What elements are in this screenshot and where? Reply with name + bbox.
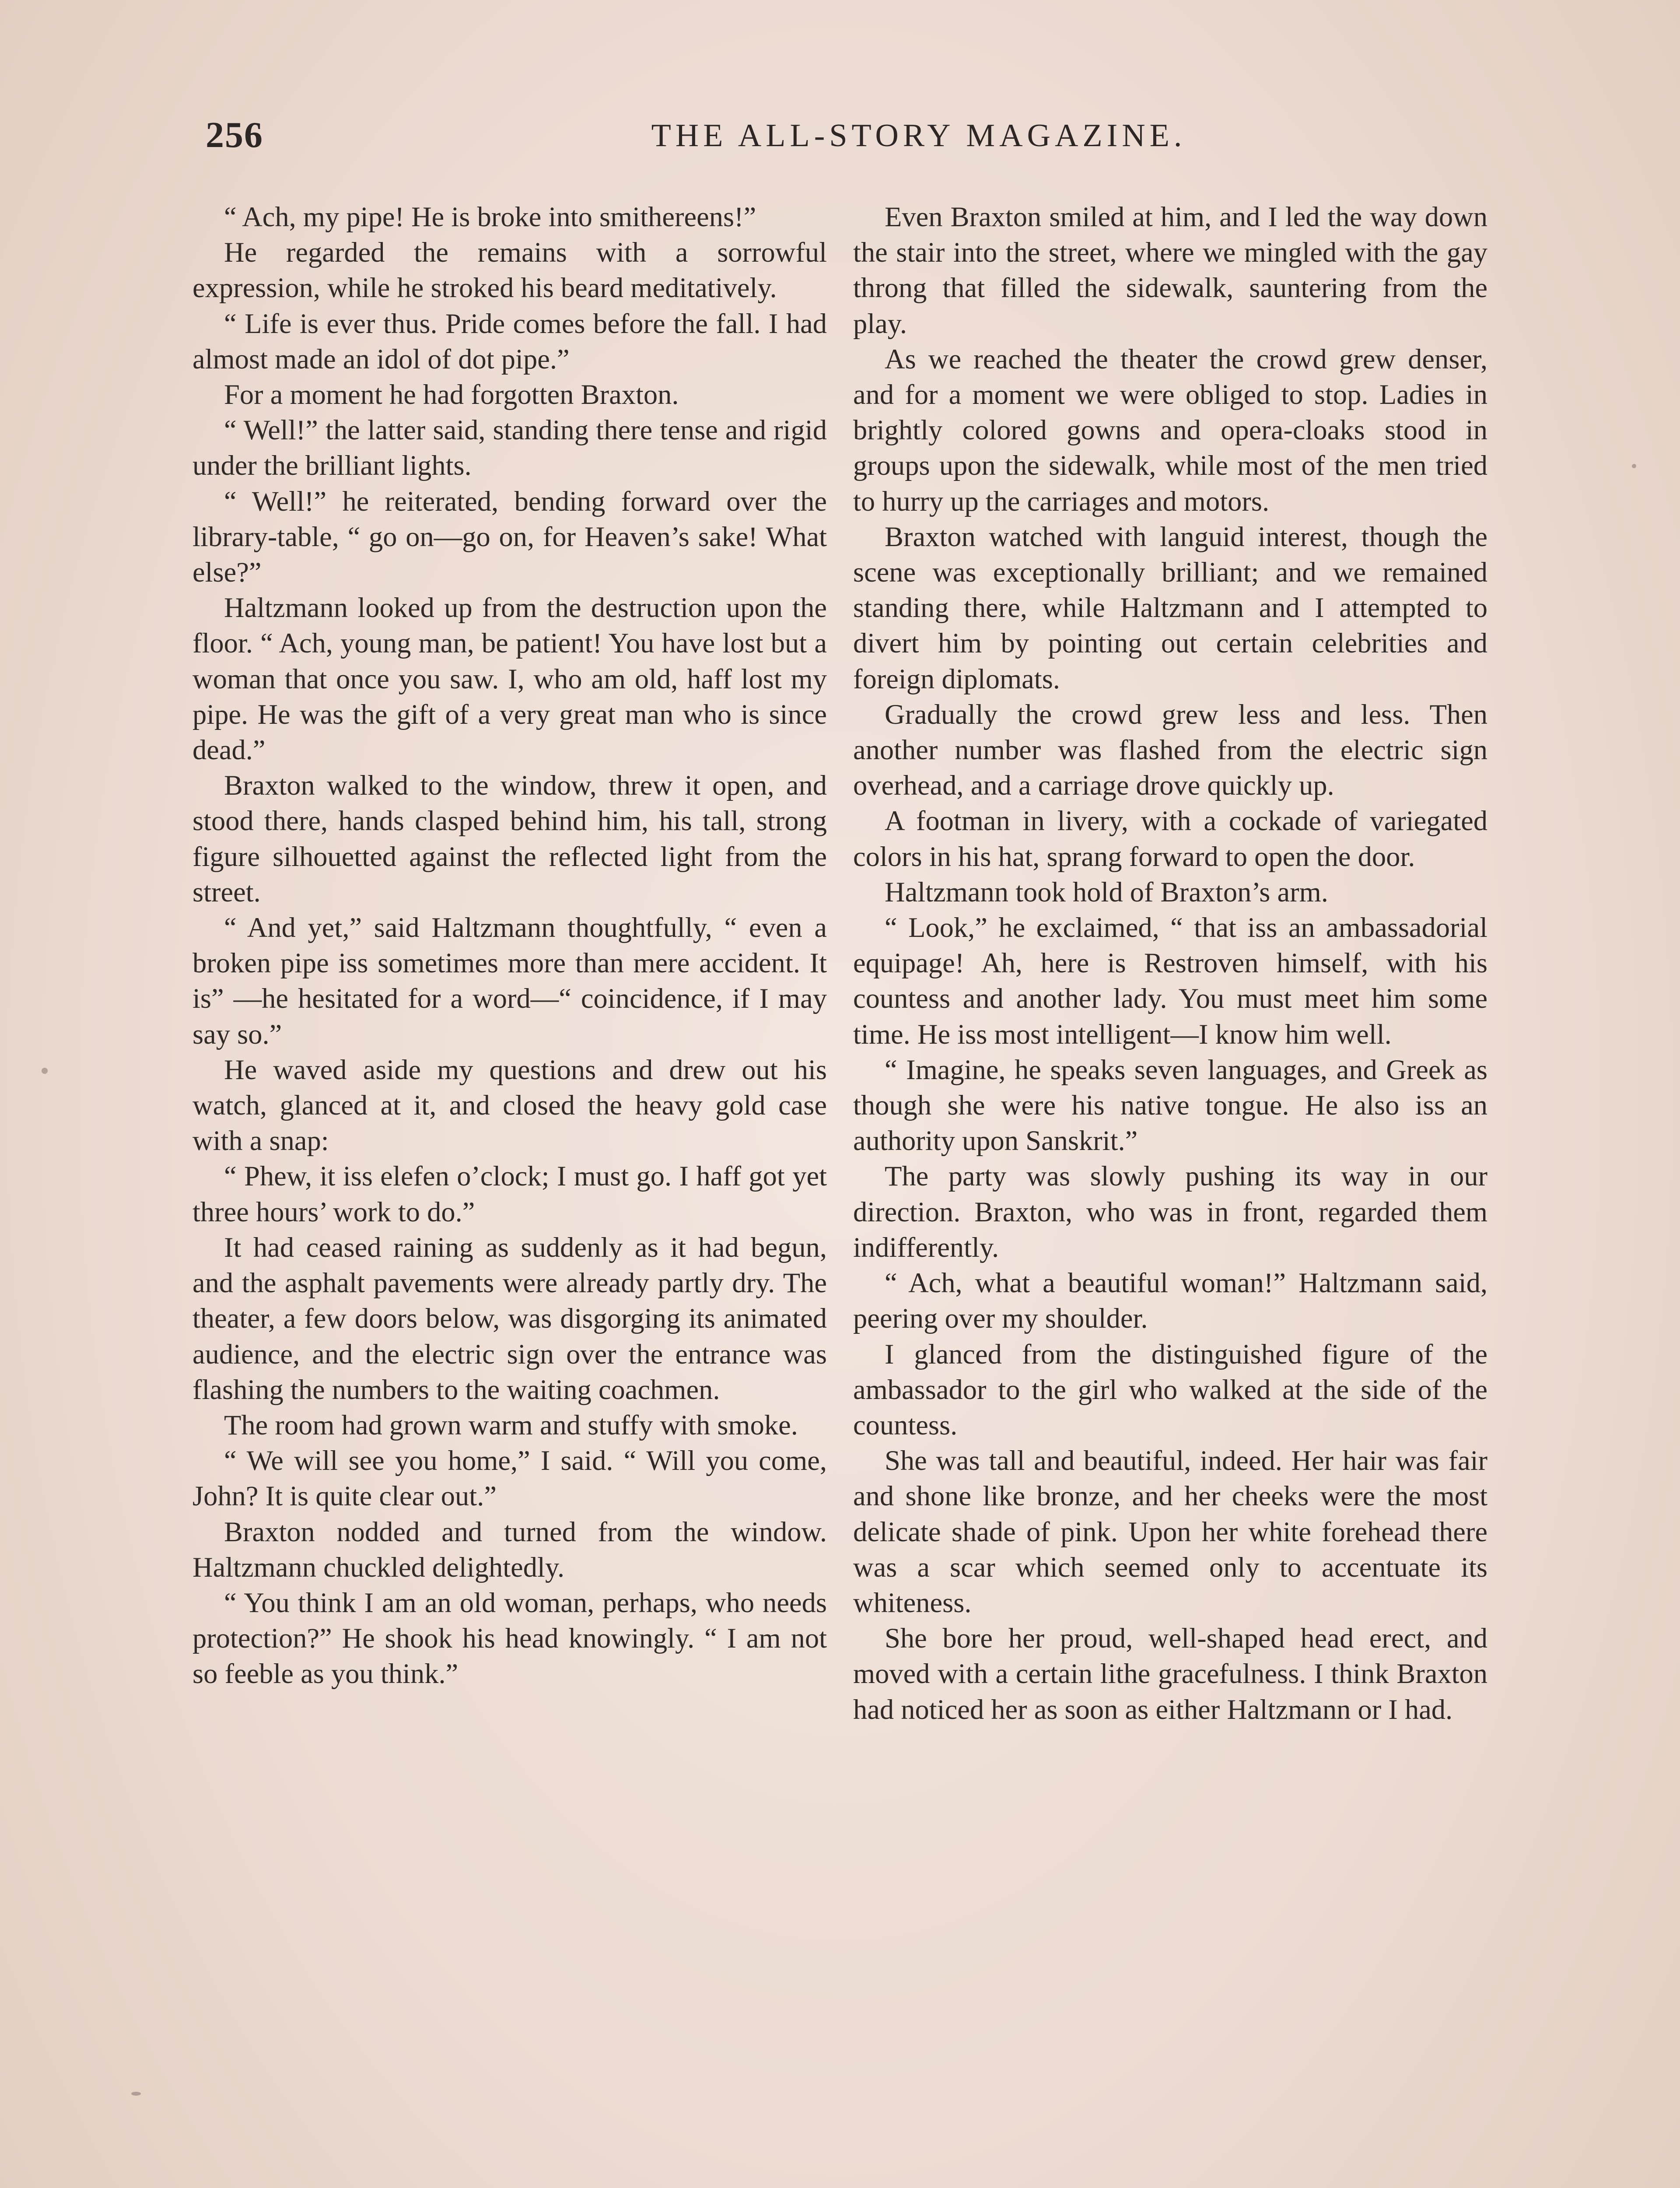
paragraph: “ Well!” the latter said, standing there tense and rigid under the brilliant lights. (192, 414, 827, 481)
paragraph: For a moment he had forgotten Braxton. (224, 379, 679, 410)
running-head: THE ALL-STORY MAGAZINE. (651, 118, 1186, 154)
paragraph: Braxton nodded and turned from the window. Haltzmann chuckled delightedly. (192, 1516, 827, 1583)
paper-speck (1632, 464, 1636, 468)
paragraph: “ Look,” he exclaimed, “ that iss an ambassadorial equipage! Ah, here is Restroven himself, with his countess and another lady. You must meet him some time. He iss most intelligent—I know him well. (853, 912, 1488, 1050)
paragraph: As we reached the theater the crowd grew denser, and for a moment we were obliged to stop. Ladies in brightly colored gowns and opera-cloaks stood in groups upon the sidewalk, while most of the men tried to hurry up the carriages and motors. (853, 343, 1488, 517)
paragraph: The room had grown warm and stuffy with smoke. (224, 1409, 798, 1441)
paragraph: Haltzmann took hold of Braxton’s arm. (885, 876, 1328, 908)
paragraph: “ Life is ever thus. Pride comes before the fall. I had almost made an idol of dot pipe.” (192, 308, 827, 375)
page-header (206, 114, 1518, 171)
paragraph: He waved aside my questions and drew out his watch, glanced at it, and closed the heavy gold case with a snap: (192, 1054, 827, 1157)
paragraph: The party was slowly pushing its way in our direction. Braxton, who was in front, regarded them indifferently. (853, 1161, 1488, 1263)
paragraph: Haltzmann looked up from the destruction upon the floor. “ Ach, young man, be patient! You have lost but a woman that once you saw. I, who am old, haff lost my pipe. He was the gift of a very great man who is since dead.” (192, 592, 827, 766)
paragraph: She bore her proud, well-shaped head erect, and moved with a certain lithe gracefulness. I think Braxton had noticed her as soon as either Haltzmann or I had. (853, 1623, 1488, 1725)
page-number: 256 (206, 115, 263, 155)
paper-speck (131, 2092, 141, 2096)
paragraph: “ We will see you home,” I said. “ Will you come, John? It is quite clear out.” (192, 1445, 827, 1512)
paragraph: “ And yet,” said Haltzmann thoughtfully, “ even a broken pipe iss sometimes more than mere accident. It is” —he hesitated for a word—“ coincidence, if I may say so.” (192, 912, 827, 1050)
paragraph: “ Ach, what a beautiful woman!” Haltzmann said, peering over my shoulder. (853, 1267, 1488, 1334)
left-column (192, 199, 827, 2188)
paragraph: “ Ach, my pipe! He is broke into smithereens!” (224, 201, 756, 232)
paragraph: Even Braxton smiled at him, and I led the way down the stair into the street, where we mingled with the gay throng that filled the sidewalk, sauntering from the play. (853, 201, 1488, 339)
paragraph: Braxton walked to the window, threw it open, and stood there, hands clasped behind him, his tall, strong figure silhouetted against the reflected light from the street. (192, 770, 827, 908)
paragraph: He regarded the remains with a sorrowful expression, while he stroked his beard meditatively. (192, 237, 827, 304)
paragraph: A footman in livery, with a cockade of variegated colors in his hat, sprang forward to open the door. (853, 805, 1488, 872)
right-column (853, 199, 1488, 2188)
paragraph: “ You think I am an old woman, perhaps, who needs protection?” He shook his head knowingly. “ I am not so feeble as you think.” (192, 1587, 827, 1690)
paragraph: “ Imagine, he speaks seven languages, and Greek as though she were his native tongue. He also iss an authority upon Sanskrit.” (853, 1054, 1488, 1157)
paragraph: It had ceased raining as suddenly as it had begun, and the asphalt pavements were already partly dry. The theater, a few doors below, was disgorging its animated audience, and the electric sign over the entrance was flashing the numbers to the waiting coachmen. (192, 1231, 827, 1405)
paragraph: “ Well!” he reiterated, bending forward over the library-table, “ go on—go on, for Heaven’s sake! What else?” (192, 485, 827, 588)
paragraph: She was tall and beautiful, indeed. Her hair was fair and shone like bronze, and her cheeks were the most delicate shade of pink. Upon her white forehead there was a scar which seemed only to accentuate its whiteness. (853, 1445, 1488, 1618)
paper-speck (42, 1068, 48, 1074)
paragraph: Gradually the crowd grew less and less. Then another number was flashed from the electric sign overhead, and a carriage drove quickly up. (853, 698, 1488, 801)
paragraph: I glanced from the distinguished figure of the ambassador to the girl who walked at the side of the countess. (853, 1338, 1488, 1441)
paragraph: Braxton watched with languid interest, though the scene was exceptionally brilliant; and we remained standing there, while Haltzmann and I attempted to divert him by pointing out certain celebrities and foreign diplomats. (853, 521, 1488, 694)
paragraph: “ Phew, it iss elefen o’clock; I must go. I haff got yet three hours’ work to do.” (192, 1161, 827, 1227)
